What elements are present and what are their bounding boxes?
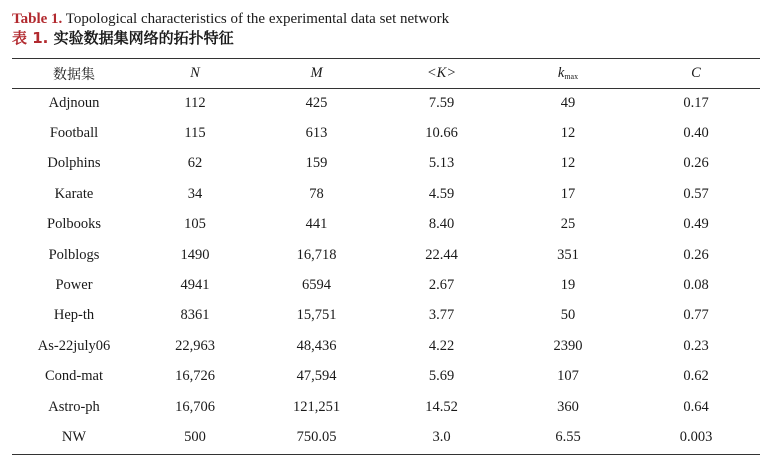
cell-k-avg: 5.13 [428, 155, 455, 172]
cell-n: 16,726 [175, 368, 215, 385]
cell-dataset: NW [61, 428, 87, 445]
data-table [12, 59, 760, 453]
cell-dataset: Polblogs [48, 246, 100, 263]
cell-n: 1490 [180, 246, 210, 263]
cell-n: 105 [184, 216, 206, 233]
cell-c: 0.40 [683, 125, 709, 142]
cell-m: 78 [309, 185, 324, 202]
cell-dataset: Cond-mat [45, 368, 103, 385]
cell-dataset: Dolphins [47, 155, 101, 172]
table-row [12, 301, 760, 331]
cell-n: 16,706 [175, 398, 215, 415]
cell-m: 48,436 [296, 337, 337, 354]
cell-m: 750.05 [296, 428, 337, 445]
cell-kmax: 351 [557, 246, 579, 263]
cell-dataset: Astro-ph [48, 398, 100, 415]
cell-kmax: 107 [557, 368, 579, 385]
table-row [12, 362, 760, 392]
table-header-row [12, 59, 760, 88]
cell-m: 15,751 [296, 307, 337, 324]
cell-c: 0.003 [679, 428, 713, 445]
cell-kmax: 12 [560, 155, 576, 172]
cell-dataset: As-22july06 [37, 337, 111, 354]
cell-dataset: Power [55, 277, 93, 294]
cell-k-avg: 4.59 [428, 185, 455, 202]
header-c: C [691, 65, 701, 81]
cell-dataset: Hep-th [53, 307, 95, 324]
header-m: M [310, 65, 323, 81]
table-row [12, 270, 760, 300]
cell-c: 0.49 [683, 216, 709, 233]
cell-k-avg: 14.52 [425, 398, 458, 415]
cell-k-avg: 2.67 [428, 277, 455, 294]
cell-m: 425 [305, 94, 328, 111]
cell-n: 62 [187, 155, 203, 172]
table-row [12, 422, 760, 452]
cell-n: 8361 [180, 307, 210, 324]
header-dataset: 数据集 [53, 66, 95, 83]
cell-kmax: 19 [560, 277, 576, 294]
caption-chinese [12, 29, 449, 48]
cell-kmax: 6.55 [555, 428, 581, 445]
table-row [12, 240, 760, 270]
cell-kmax: 12 [560, 125, 576, 142]
cell-dataset: Polbooks [47, 216, 101, 233]
header-kmax-main: k [557, 65, 565, 81]
table-row [12, 179, 760, 209]
cell-k-avg: 22.44 [425, 246, 458, 263]
cell-c: 0.64 [683, 398, 709, 415]
cell-k-avg: 3.77 [428, 307, 455, 324]
cell-c: 0.77 [683, 307, 709, 324]
cell-n: 22,963 [175, 337, 215, 354]
caption-zh-label: 表 1. [12, 29, 49, 47]
cell-kmax: 2390 [553, 337, 583, 354]
cell-kmax: 25 [560, 216, 576, 233]
cell-k-avg: 5.69 [428, 368, 455, 385]
cell-c: 0.26 [683, 246, 709, 263]
cell-m: 159 [305, 155, 328, 172]
cell-n: 500 [184, 428, 206, 445]
caption-english [12, 10, 449, 29]
table-row [12, 118, 760, 148]
cell-kmax: 17 [560, 185, 576, 202]
cell-c: 0.62 [683, 368, 709, 385]
table-row [12, 88, 760, 118]
cell-k-avg: 8.40 [428, 216, 455, 233]
caption-en-label: Table 1. [12, 11, 63, 27]
cell-k-avg: 3.0 [432, 428, 451, 445]
cell-dataset: Karate [54, 185, 94, 202]
cell-c: 0.57 [683, 185, 709, 202]
header-n: N [190, 65, 200, 81]
caption-en-text: Topological characteristics of the experimental data set network [65, 11, 450, 27]
cell-k-avg: 10.66 [425, 125, 458, 142]
cell-n: 4941 [180, 277, 210, 294]
cell-c: 0.23 [683, 337, 709, 354]
cell-n: 112 [184, 94, 206, 111]
header-kmax [504, 59, 632, 88]
table-row [12, 392, 760, 422]
cell-k-avg: 7.59 [428, 94, 455, 111]
cell-dataset: Football [49, 125, 99, 142]
cell-kmax: 360 [557, 398, 579, 415]
table-bottom-rule [12, 454, 760, 455]
table-caption [12, 10, 449, 48]
cell-c: 0.08 [683, 277, 709, 294]
cell-m: 121,251 [292, 398, 341, 415]
cell-m: 47,594 [296, 368, 337, 385]
table-row [12, 149, 760, 179]
cell-k-avg: 4.22 [428, 337, 455, 354]
cell-m: 16,718 [296, 246, 337, 263]
header-k-avg: <K> [426, 65, 457, 81]
cell-n: 115 [184, 125, 206, 142]
cell-dataset: Adjnoun [48, 94, 100, 111]
cell-n: 34 [187, 185, 203, 202]
cell-m: 613 [305, 125, 328, 142]
cell-c: 0.17 [683, 94, 709, 111]
table-row [12, 331, 760, 361]
cell-m: 441 [305, 216, 328, 233]
cell-c: 0.26 [683, 155, 709, 172]
table-row [12, 210, 760, 240]
cell-m: 6594 [302, 277, 331, 294]
cell-kmax: 49 [560, 94, 576, 111]
header-kmax-sub: max [564, 72, 579, 81]
cell-kmax: 50 [560, 307, 576, 324]
caption-zh-text: 实验数据集网络的拓扑特征 [53, 29, 234, 47]
